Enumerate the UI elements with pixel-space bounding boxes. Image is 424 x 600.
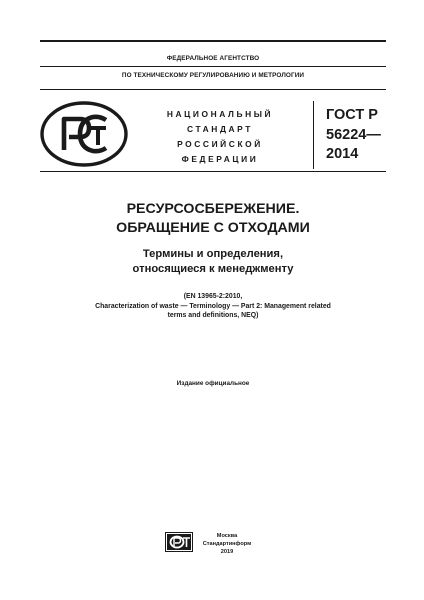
reference-line: (EN 13965-2:2010, <box>183 293 243 300</box>
vertical-divider <box>313 101 314 169</box>
title-line: ОБРАЩЕНИЕ С ОТХОДАМИ <box>116 220 310 236</box>
document-title <box>40 200 386 238</box>
reference-standard <box>40 292 386 321</box>
edition-label: Издание официальное <box>176 380 250 387</box>
gost-r-emblem-icon <box>40 101 128 167</box>
reference-line: Characterization of waste — Terminology — Part 2: Management related <box>95 302 331 310</box>
standard-code-line: ГОСТ Р <box>326 107 378 123</box>
subtitle-line: относящиеся к менеджменту <box>132 263 294 275</box>
publisher-year: 2019 <box>220 548 234 555</box>
reference-line: terms and definitions, NEQ) <box>167 312 259 320</box>
standard-code <box>326 106 381 165</box>
title-line: РЕСУРСОСБЕРЕЖЕНИЕ. <box>126 201 300 217</box>
agency-divider <box>40 66 386 67</box>
agency-line-1: ФЕДЕРАЛЬНОЕ АГЕНТСТВО <box>166 55 260 62</box>
standard-line: СТАНДАРТ <box>187 124 253 134</box>
header-bottom-rule <box>40 171 386 172</box>
standartinform-logo-icon <box>165 532 193 552</box>
agency-line-2: ПО ТЕХНИЧЕСКОМУ РЕГУЛИРОВАНИЮ И МЕТРОЛОГИИ <box>121 72 305 79</box>
standard-line: ФЕДЕРАЦИИ <box>181 154 259 164</box>
publisher-city: Москва <box>216 533 238 539</box>
top-rule <box>40 40 386 42</box>
national-standard-block <box>150 107 290 167</box>
publisher-name: Стандартинформ <box>202 540 252 547</box>
subtitle-line: Термины и определения, <box>142 248 284 260</box>
publisher-block <box>196 533 258 556</box>
agency-bottom-rule <box>40 89 386 90</box>
standard-line: РОССИЙСКОЙ <box>177 139 263 149</box>
standard-code-line: 56224— <box>326 126 381 143</box>
standard-line: НАЦИОНАЛЬНЫЙ <box>166 109 274 119</box>
document-subtitle <box>40 247 386 277</box>
standard-code-line: 2014 <box>326 146 359 162</box>
